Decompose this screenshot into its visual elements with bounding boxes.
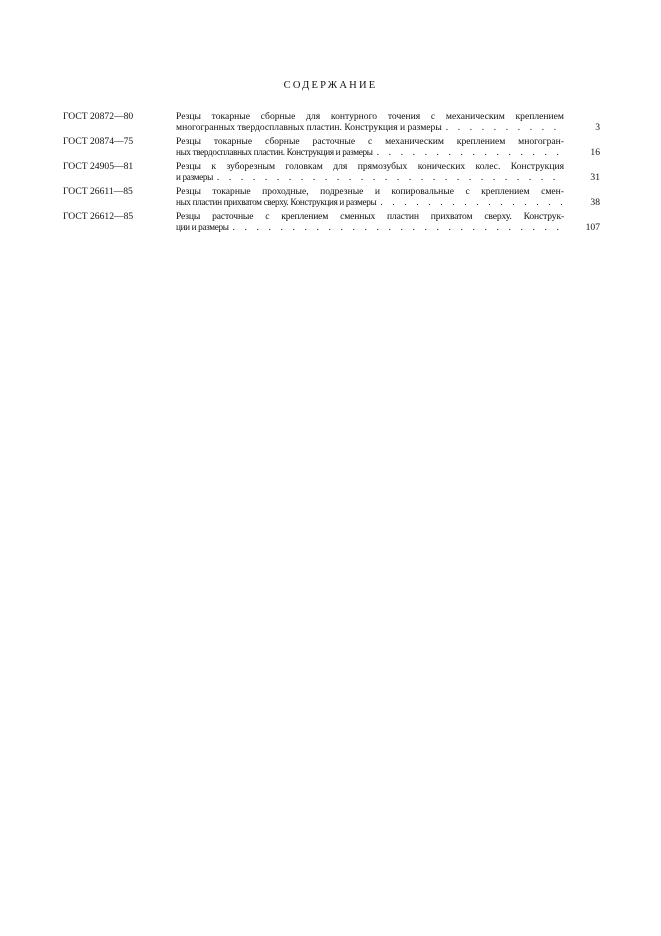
- entry-title-line-2-text: и размеры: [176, 172, 213, 182]
- entry-title: [176, 211, 564, 233]
- entry-title-line-2-text: ных твердосплавных пластин. Конструкция и размеры: [176, 147, 373, 157]
- entry-title-line-2: [176, 222, 564, 233]
- standard-code: ГОСТ 26612—85: [63, 211, 134, 222]
- entry-title-line-1: Резцы к зуборезным головкам для прямозубых конических колес. Конструкция: [176, 161, 564, 172]
- dot-leader: [217, 172, 564, 183]
- dot-leader: [233, 222, 564, 233]
- page-number: 16: [590, 147, 600, 158]
- entry-title: [176, 136, 564, 158]
- entry-title-line-2-text: ции и размеры: [176, 222, 229, 232]
- entry-title-line-2-text: многогранных твердосплавных пластин. Конструкция и размеры: [176, 122, 442, 133]
- standard-code: ГОСТ 26611—85: [63, 186, 133, 197]
- standard-code: ГОСТ 24905—81: [63, 161, 134, 172]
- table-of-contents: [63, 111, 600, 236]
- entry-title: [176, 111, 564, 133]
- page-number: 3: [595, 122, 600, 133]
- entry-title: [176, 161, 564, 183]
- entry-title-line-1: Резцы токарные проходные, подрезные и копировальные с креплением смен-: [176, 186, 564, 197]
- page-title: СОДЕРЖАНИЕ: [283, 80, 378, 91]
- page-number: 31: [590, 172, 600, 183]
- page-number: 107: [585, 222, 600, 233]
- entry-title: [176, 186, 564, 208]
- toc-entry: [63, 211, 600, 233]
- entry-title-line-2: [176, 172, 564, 183]
- entry-title-line-2: [176, 197, 564, 208]
- toc-entry: [63, 186, 600, 208]
- entry-title-line-2: [176, 147, 564, 158]
- dot-leader: [380, 197, 564, 208]
- entry-title-line-1: Резцы расточные с креплением сменных пластин прихватом сверху. Конструк-: [176, 211, 564, 222]
- dot-leader: [446, 122, 564, 133]
- standard-code: ГОСТ 20874—75: [63, 136, 134, 147]
- entry-title-line-2-text: ных пластин прихватом сверху. Конструкция и размеры: [176, 197, 377, 207]
- entry-title-line-1: Резцы токарные сборные расточные с механическим креплением многогран-: [176, 136, 564, 147]
- toc-entry: [63, 161, 600, 183]
- standard-code: ГОСТ 20872—80: [63, 111, 134, 122]
- entry-title-line-2: [176, 122, 564, 133]
- toc-entry: [63, 111, 600, 133]
- toc-entry: [63, 136, 600, 158]
- entry-title-line-1: Резцы токарные сборные для контурного точения с механическим креплением: [176, 111, 564, 122]
- dot-leader: [377, 147, 564, 158]
- page-number: 38: [590, 197, 600, 208]
